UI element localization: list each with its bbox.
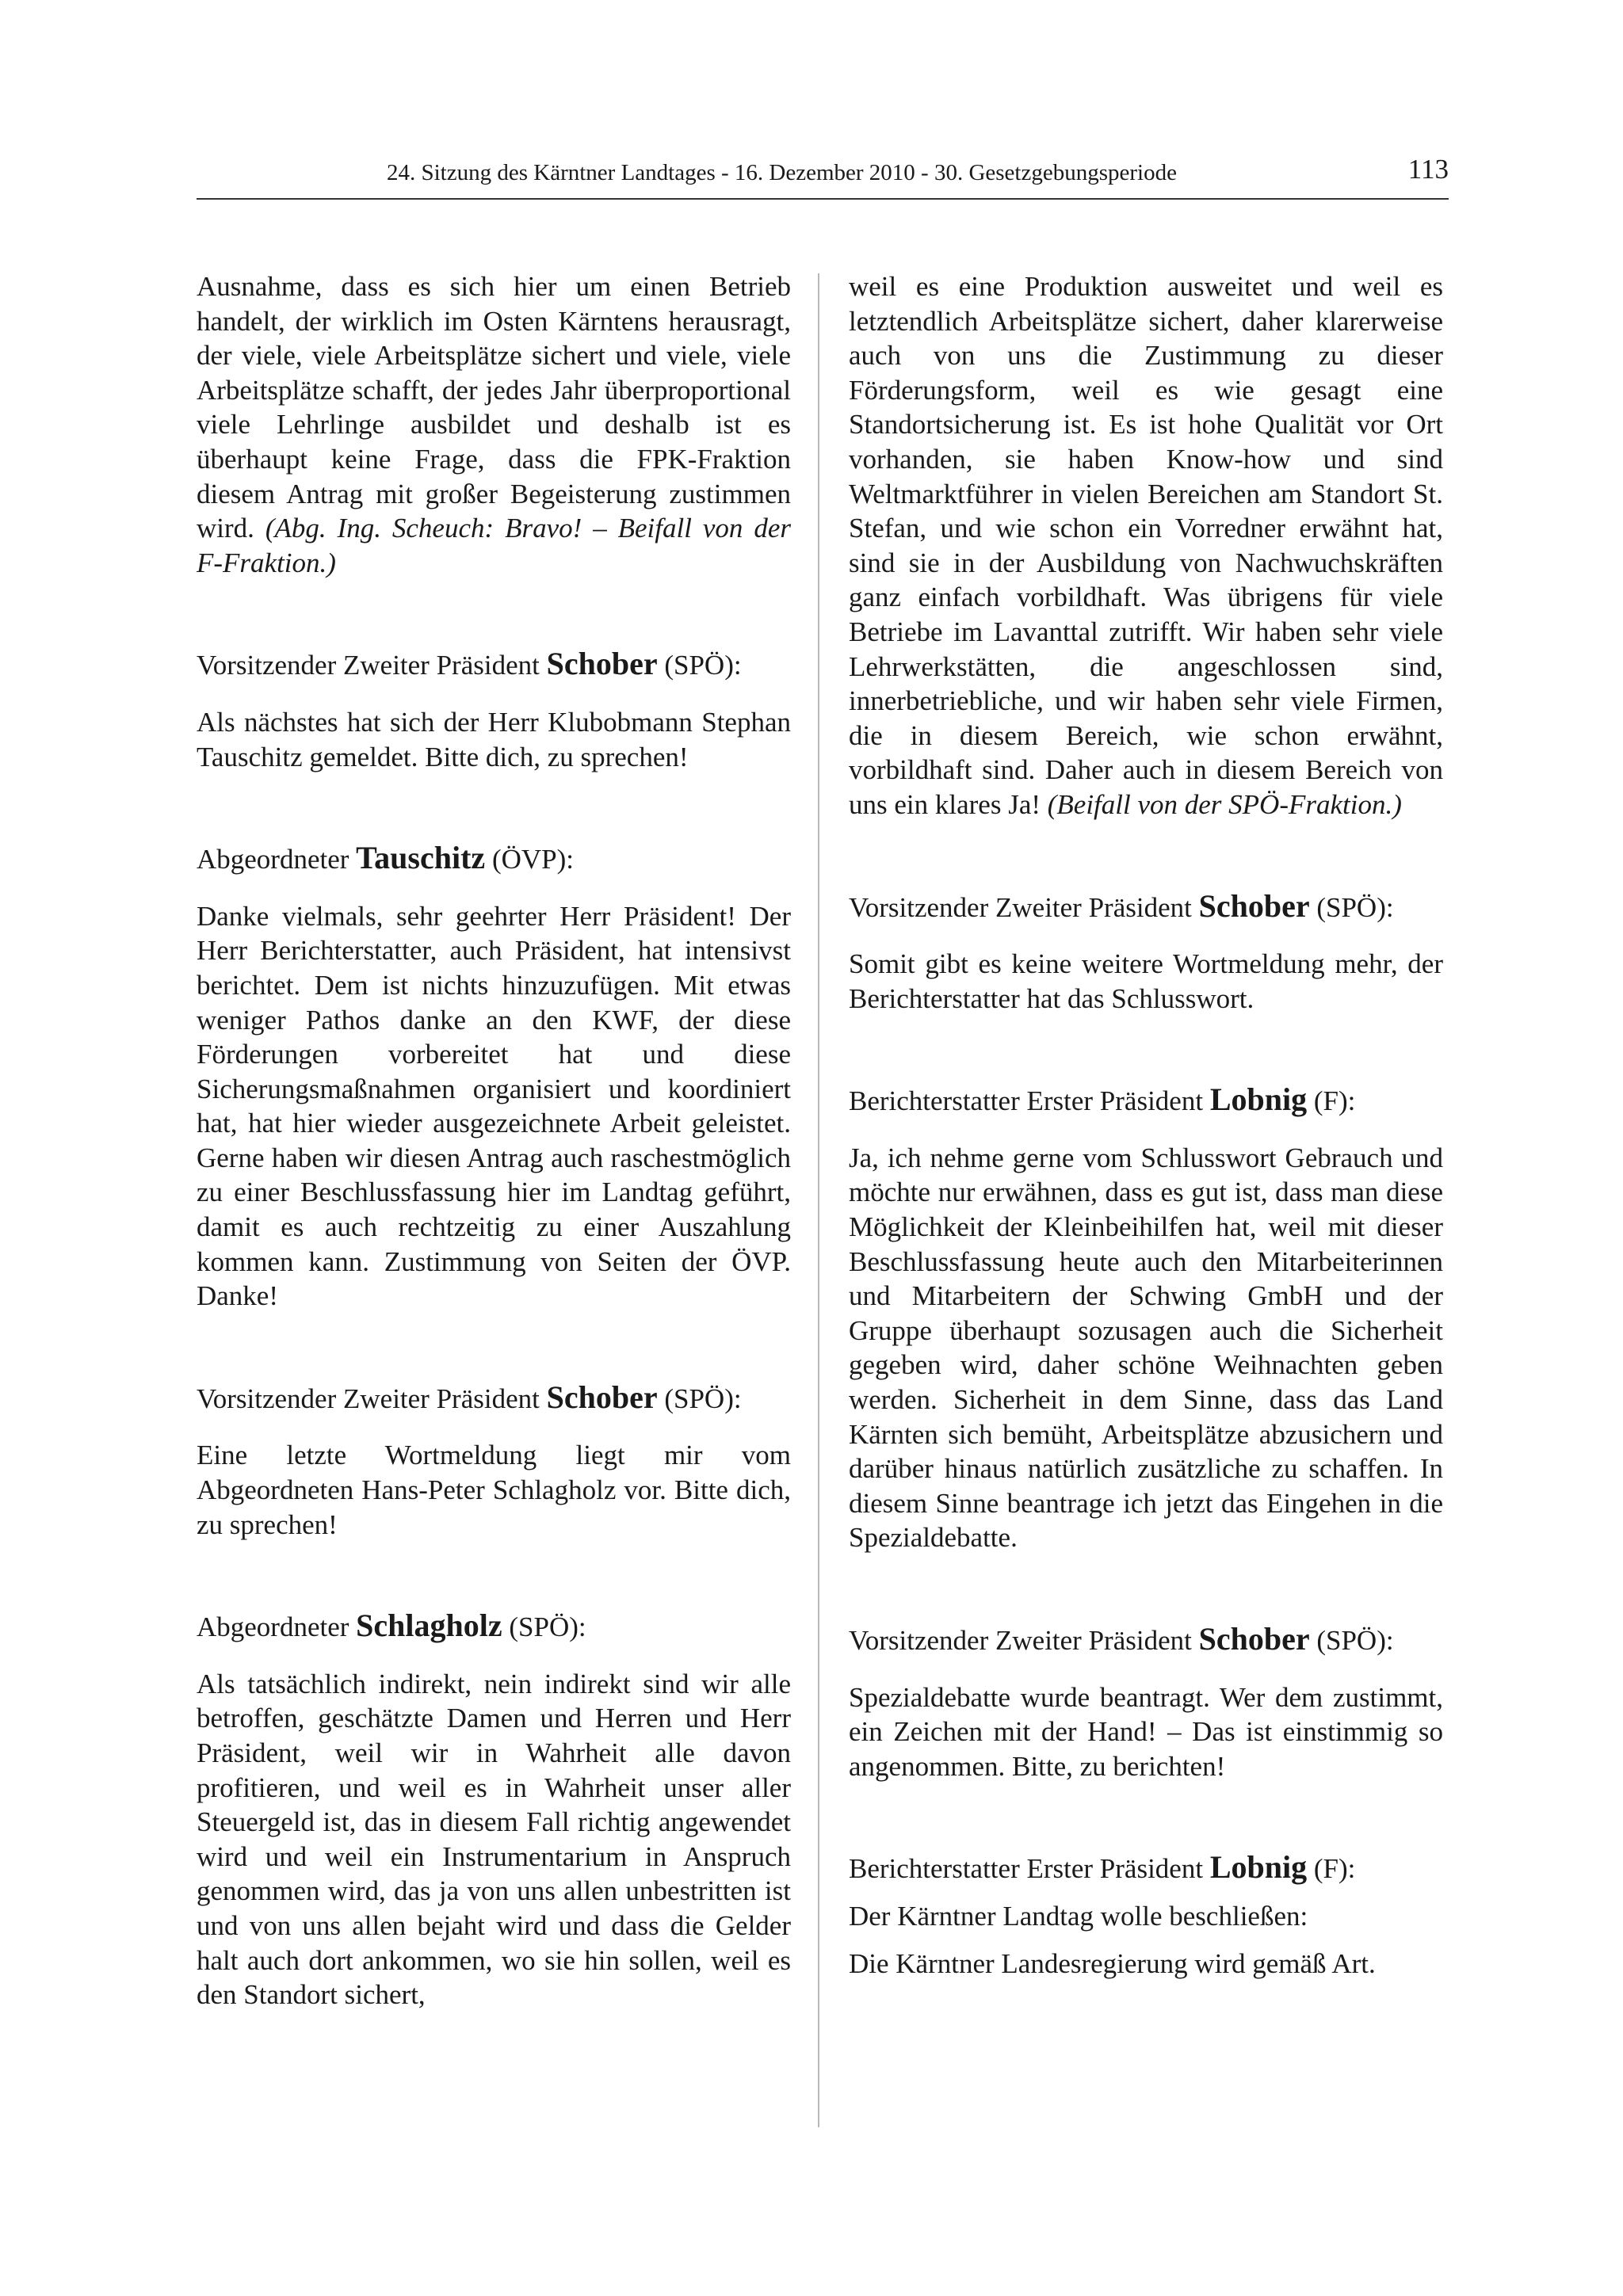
speaker-party: (F): [1313,1853,1356,1885]
paragraph: Spezialdebatte wurde beantragt. Wer dem zustimmt, ein Zeichen mit der Hand! – Das ist einstimmig so angenommen. Bitte, zu berichten! [849,1681,1443,1782]
stage-direction: (Abg. Ing. Scheuch: Bravo! – Beifall von der F-Fraktion.) [197,513,792,578]
speaker-party: (SPÖ): [509,1611,586,1643]
speaker-party: (ÖVP): [491,844,574,875]
paragraph: Somit gibt es keine weitere Wortmeldung mehr, der Berichterstatter hat das Schlusswort. [849,948,1443,1014]
stage-direction: (Beifall von der SPÖ-Fraktion.) [1047,788,1402,820]
speaker-line [197,841,791,877]
speaker-party: (SPÖ): [1316,891,1394,923]
paragraph: Der Kärntner Landtag wolle beschließen: [849,1900,1308,1932]
column-divider [818,273,819,2127]
paragraph: Ja, ich nehme gerne vom Schlusswort Gebrauch und möchte nur erwähnen, dass es gut ist, dass man diese Möglichkeit der Kleinbeihilfen hat, weil mit dieser Beschlussfassung heute auch den Mitarbeiterinnen und Mitarbeitern der Schwing GmbH und der Gruppe überhaupt sozusagen auch die Sicherheit gegeben wird, daher schöne Weihnachten geben werden. Sicherheit in dem Sinne, dass das Land Kärnten sich bemüht, Arbeitsplätze abzusichern und darüber hinaus natürlich zusätzliche zu schaffen. In diesem Sinne beantrage ich jetzt das Eingehen in die Spezialdebatte. [849,1142,1443,1554]
speaker-role: Berichterstatter Erster Präsident [849,1085,1204,1117]
speaker-name: Schlagholz [356,1608,502,1644]
paragraph [849,269,1443,822]
paragraph [197,269,791,580]
speaker-line [849,1082,1443,1119]
paragraph-text: weil es eine Produktion ausweitet und weil es letztendlich Arbeitsplätze sichert, daher klarerweise auch von uns die Zustimmung zu dieser Förderungsform, weil es wie gesagt eine Standortsicherung ist. Es ist hohe Qualität vor Ort vorhanden, sie haben Know-how und sind Weltmarktführer in vielen Bereichen am Standort St. Stefan, und wie schon ein Vorredner erwähnt hat, sind sie in der Ausbildung von Nachwuchskräften ganz einfach vorbildhaft. Was übrigens für viele Betriebe im Lavanttal zutrifft. Wir haben sehr viele Lehrwerkstätten, die angeschlossen sind, innerbetriebliche, und wir haben sehr viele Firmen, die in diesem Bereich, wie schon erwähnt, vorbildhaft sind. Daher auch in diesem Bereich von uns ein klares Ja! [849,271,1443,820]
speaker-line [849,889,1443,925]
page-number: 113 [1407,154,1449,185]
page-header [197,154,1449,200]
speaker-name: Schober [1198,887,1310,924]
speaker-role: Vorsitzender Zweiter Präsident [197,1383,540,1414]
speaker-name: Lobnig [1209,1081,1308,1118]
speaker-line [197,1380,791,1417]
paragraph: Als nächstes hat sich der Herr Klubobmann Stephan Tauschitz gemeldet. Bitte dich, zu sprechen! [197,706,791,772]
speaker-role: Vorsitzender Zweiter Präsident [197,650,540,681]
speaker-name: Tauschitz [356,840,486,876]
paragraph: Danke vielmals, sehr geehrter Herr Präsident! Der Herr Berichterstatter, auch Präsident, hat intensivst berichtet. Dem ist nichts hinzuzufügen. Mit etwas weniger Pathos danke an den KWF, der diese Förderungen vorbereitet hat und diese Sicherungsmaßnahmen organisiert und koordiniert hat, hat hier wieder ausgezeichnete Arbeit geleistet. Gerne haben wir diesen Antrag auch raschestmöglich zu einer Beschlussfassung hier im Landtag geführt, damit es auch rechtzeitig zu einer Auszahlung kommen kann. Zustimmung von Seiten der ÖVP. Danke! [197,900,791,1312]
session-title: 24. Sitzung des Kärntner Landtages - 16. Dezember 2010 - 30. Gesetzgebungsperiode [387,160,1177,185]
speaker-name: Lobnig [1209,1849,1308,1886]
speaker-party: (SPÖ): [664,1383,742,1414]
paragraph: Die Kärntner Landesregierung wird gemäß Art. [849,1947,1376,1979]
speaker-party: (F): [1313,1085,1356,1117]
speaker-party: (SPÖ): [1316,1625,1394,1656]
speaker-name: Schober [546,1379,658,1415]
right-column [849,269,1443,1981]
left-column [197,269,791,2012]
speaker-role: Vorsitzender Zweiter Präsident [849,1625,1192,1656]
speaker-line [849,1850,1443,1886]
paragraph: Als tatsächlich indirekt, nein indirekt sind wir alle betroffen, geschätzte Damen und Herren und Herr Präsident, weil wir in Wahrheit alle davon profitieren, und weil es in Wahrheit unser aller Steuergeld ist, das in diesem Fall richtig angewendet wird und weil ein Instrumentarium in Anspruch genommen wird, das ja von uns allen unbestritten ist und von uns allen bejaht wird und dass die Gelder halt auch dort ankommen, wo sie hin sollen, weil es den Standort sichert, [197,1668,791,2011]
speaker-role: Abgeordneter [197,1611,349,1643]
speaker-line [197,1608,791,1645]
speaker-line [849,1622,1443,1658]
speaker-role: Vorsitzender Zweiter Präsident [849,891,1192,923]
speaker-line [197,646,791,683]
speaker-party: (SPÖ): [664,650,742,681]
speaker-role: Abgeordneter [197,844,349,875]
speaker-name: Schober [1198,1621,1310,1657]
paragraph: Eine letzte Wortmeldung liegt mir vom Abgeordneten Hans-Peter Schlagholz vor. Bitte dich, zu sprechen! [197,1440,791,1540]
speaker-role: Berichterstatter Erster Präsident [849,1853,1204,1885]
paragraph-text: Ausnahme, dass es sich hier um einen Betrieb handelt, der wirklich im Osten Kärntens herausragt, der viele, viele Arbeitsplätze sichert und viele, viele Arbeitsplätze schafft, der jedes Jahr überproportional viele Lehrlinge ausbildet und deshalb ist es überhaupt keine Frage, dass die FPK-Fraktion diesem Antrag mit großer Begeisterung zustimmen wird. [197,271,791,544]
speaker-name: Schober [546,646,658,682]
